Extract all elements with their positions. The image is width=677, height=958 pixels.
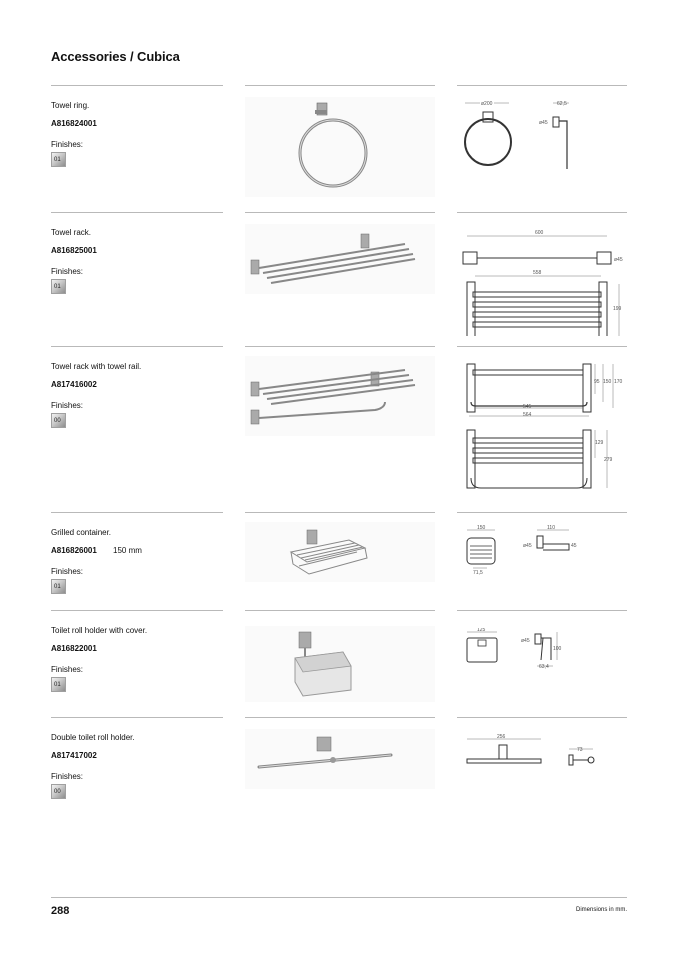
divider [457, 212, 627, 213]
divider [245, 610, 435, 611]
finish-code: 01 [54, 682, 61, 688]
dim-label: 95 [594, 379, 600, 385]
dim-label: 150 [477, 525, 486, 531]
product-name: Towel rack. [51, 228, 92, 237]
divider [457, 610, 627, 611]
product-name: Toilet roll holder with cover. [51, 626, 148, 635]
finishes-label: Finishes: [51, 140, 84, 149]
dim-label: 100 [553, 646, 562, 652]
product-code: A816826001 [51, 546, 97, 555]
dim-label: ø200 [481, 101, 493, 107]
product-photo [245, 97, 435, 197]
dimension-drawing [457, 97, 627, 177]
dim-label: 558 [533, 270, 542, 276]
dim-label: 62,5 [557, 101, 567, 107]
finish-code: 00 [54, 789, 61, 795]
page-number: 288 [51, 905, 70, 917]
product-code: A816824001 [51, 119, 97, 128]
dim-label: 45 [571, 543, 577, 549]
product-photo [245, 729, 435, 789]
finishes-label: Finishes: [51, 772, 84, 781]
divider [51, 512, 223, 513]
divider [51, 85, 223, 86]
divider [457, 717, 627, 718]
product-size: 150 mm [113, 546, 142, 555]
divider [457, 85, 627, 86]
divider [51, 610, 223, 611]
finish-code: 01 [54, 284, 61, 290]
dim-label: 170 [614, 379, 623, 385]
divider [457, 512, 627, 513]
product-double-toilet-roll-holder [0, 717, 677, 807]
dim-label: 73 [577, 747, 583, 753]
finish-code: 01 [54, 157, 61, 163]
dim-label: ø45 [614, 257, 623, 263]
product-name: Towel ring. [51, 101, 90, 110]
finish-code: 01 [54, 584, 61, 590]
product-code: A816825001 [51, 246, 97, 255]
product-name: Towel rack with towel rail. [51, 362, 142, 371]
divider [457, 346, 627, 347]
dimension-drawing [457, 628, 627, 688]
dim-label: 110 [547, 525, 555, 531]
finishes-label: Finishes: [51, 665, 84, 674]
product-code: A817417002 [51, 751, 97, 760]
divider [51, 212, 223, 213]
product-photo [245, 356, 435, 436]
dimension-drawing [457, 224, 627, 336]
dim-label: ø45 [521, 638, 530, 644]
dim-label: 129 [595, 440, 604, 446]
product-grilled-container [0, 512, 677, 602]
divider [245, 85, 435, 86]
finishes-label: Finishes: [51, 567, 84, 576]
dimension-drawing [457, 524, 627, 584]
dim-label: ø45 [539, 120, 548, 126]
dim-label: 125 [477, 628, 486, 633]
finish-code: 00 [54, 418, 61, 424]
finish-swatch [51, 413, 66, 428]
finish-swatch [51, 784, 66, 799]
dim-label: 256 [497, 734, 506, 740]
finish-swatch [51, 579, 66, 594]
product-name: Grilled container. [51, 528, 112, 537]
product-toilet-roll-holder-cover [0, 610, 677, 705]
product-photo [245, 224, 435, 294]
divider [245, 212, 435, 213]
product-code: A816822001 [51, 644, 97, 653]
product-name: Double toilet roll holder. [51, 733, 135, 742]
product-photo [245, 522, 435, 582]
divider [245, 346, 435, 347]
product-towel-ring [0, 85, 677, 195]
product-photo [245, 626, 435, 702]
product-code: A817416002 [51, 380, 97, 389]
dim-label: 600 [535, 230, 544, 236]
divider [51, 346, 223, 347]
finish-swatch [51, 152, 66, 167]
divider [245, 512, 435, 513]
dim-label: 279 [604, 457, 613, 463]
dim-label: ø45 [523, 543, 532, 549]
dimension-drawing [457, 731, 627, 781]
dimension-drawing [457, 358, 627, 493]
dim-label: 199 [613, 306, 622, 312]
product-towel-rack [0, 212, 677, 332]
finishes-label: Finishes: [51, 267, 84, 276]
page-title: Accessories / Cubica [51, 49, 180, 64]
dim-label: 63,4 [539, 664, 549, 670]
dim-label: 564 [523, 412, 532, 418]
divider [245, 717, 435, 718]
finishes-label: Finishes: [51, 401, 84, 410]
footer-divider [51, 897, 627, 898]
dim-label: 150 [603, 379, 612, 385]
finish-swatch [51, 279, 66, 294]
footer-note: Dimensions in mm. [575, 907, 627, 913]
finish-swatch [51, 677, 66, 692]
dim-label: 71,5 [473, 570, 483, 576]
dim-label: 545 [523, 404, 532, 410]
divider [51, 717, 223, 718]
product-towel-rack-with-rail [0, 346, 677, 496]
